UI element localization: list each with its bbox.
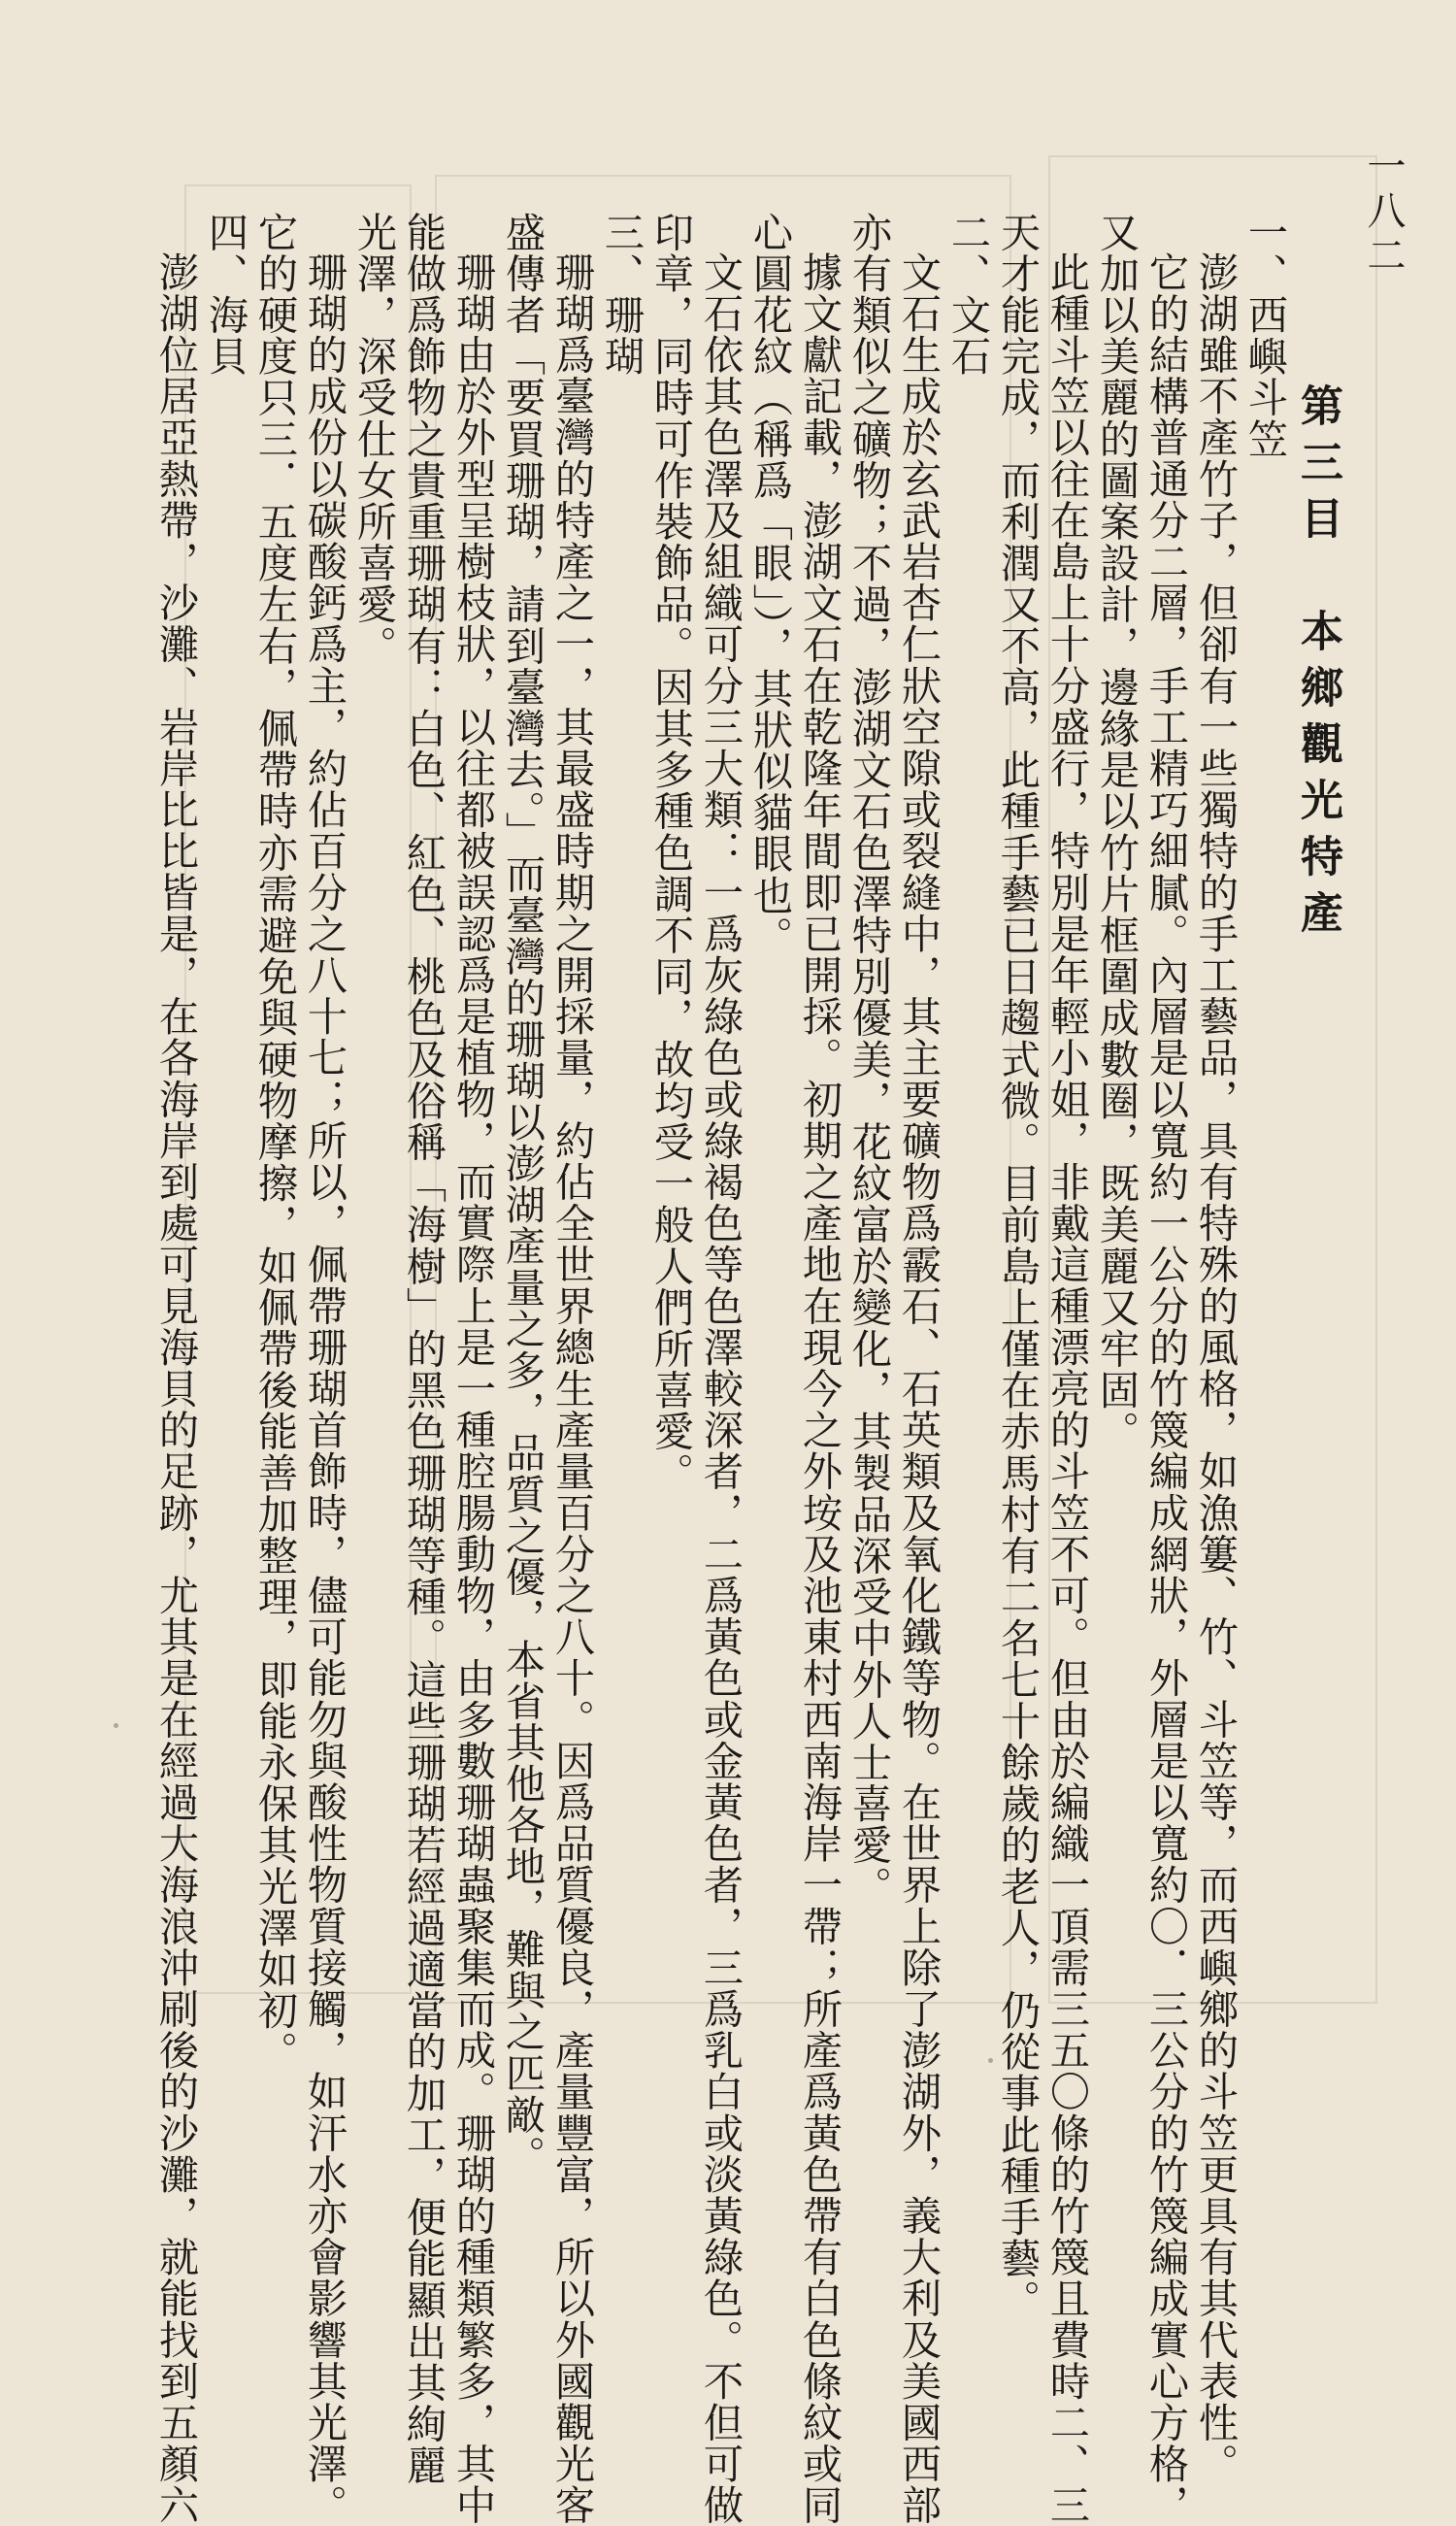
text-line: 澎湖雖不產竹子，但卻有一些獨特的手工藝品，具有特殊的風格，如漁簍、竹、斗笠等，而西嶼鄉的斗笠更具有其代表性。 [1192, 251, 1239, 2485]
text-line: 文石依其色澤及組織可分三大類：一爲灰綠色或綠褐色等色澤較深者，二爲黃色或金黃色者，三爲乳白或淡黃綠色。不但可做 [697, 251, 744, 2526]
paper-speck [988, 2058, 993, 2063]
section-title: 二、文石 [944, 212, 991, 378]
text-line: 光澤，深受仕女所喜愛。 [350, 212, 397, 667]
text-line: 天才能完成，而利潤又不高，此種手藝已日趨式微。目前島上僅在赤馬村有二名七十餘歲的老人，仍從事此種手藝。 [994, 212, 1041, 2321]
page-number: 一八二 [1361, 146, 1406, 280]
text-line: 能做爲飾物之貴重珊瑚有：白色、紅色、桃色及俗稱「海樹」的黑色珊瑚等種。這些珊瑚若經過適當的加工，便能顯出其絢麗 [400, 212, 447, 2486]
section-title: 一、西嶼斗笠 [1241, 212, 1288, 460]
text-line: 文石生成於玄武岩杏仁狀空隙或裂縫中，其主要礦物爲霰石、石英類及氧化鐵等物。在世界上除了澎湖外，義大利及美國西部 [895, 251, 942, 2526]
text-line: 盛傳者「要買珊瑚，請到臺灣去。」而臺灣的珊瑚以澎湖產量之多，品質之優，本省其他各地，難與之匹敵。 [499, 212, 546, 2177]
paper-speck [114, 1723, 118, 1728]
text-line: 心圓花紋（稱爲「眼」），其狀似貓眼也。 [746, 212, 793, 958]
text-line: 又加以美麗的圖案設計，邊緣是以竹片框圍成數圈，既美麗又牢固。 [1093, 212, 1140, 1452]
text-line: 據文獻記載，澎湖文石在乾隆年間即已開採。初期之產地在現今之外垵及池東村西南海岸一帶；所產爲黃色帶有白色條紋或同 [796, 251, 843, 2526]
section-title: 四、海貝 [202, 212, 248, 378]
text-line: 印章，同時可作裝飾品。因其多種色調不同，故均受一般人們所喜愛。 [647, 212, 694, 1494]
vertical-text-body [152, 212, 1289, 2526]
chapter-heading: 第三目 本鄉觀光特產 [1293, 383, 1342, 947]
text-line: 珊瑚由於外型呈樹枝狀，以往都被誤認爲是植物，而實際上是一種腔腸動物，由多數珊瑚蟲聚集而成。珊瑚的種類繁多，其中 [449, 251, 496, 2526]
text-line: 珊瑚的成份以碳酸鈣爲主，約佔百分之八十七；所以，佩帶珊瑚首飾時，儘可能勿與酸性物質接觸，如汗水亦會影響其光澤。 [301, 251, 347, 2526]
text-line: 此種斗笠以往在島上十分盛行，特別是年輕小姐，非戴這種漂亮的斗笠不可。但由於編織一頂需三五〇條的竹篾且費時二、三 [1043, 251, 1090, 2526]
text-line: 亦有類似之礦物；不過，澎湖文石色澤特別優美，花紋富於變化，其製品深受中外人士喜愛。 [845, 212, 892, 1908]
section-title: 三、珊瑚 [598, 212, 645, 378]
text-line: 澎湖位居亞熱帶，沙灘、岩岸比比皆是，在各海岸到處可見海貝的足跡，尤其是在經過大海浪沖刷後的沙灘，就能找到五顏六 [152, 251, 199, 2526]
text-line: 它的結構普通分二層，手工精巧細膩。內層是以寬約一公分的竹篾編成網狀，外層是以寬約〇．三公分的竹篾編成實心方格， [1142, 251, 1189, 2526]
text-line: 珊瑚爲臺灣的特產之一，其最盛時期之開採量，約佔全世界總生產量百分之八十。因爲品質優良，產量豐富，所以外國觀光客 [548, 251, 595, 2526]
text-line: 它的硬度只三．五度左右，佩帶時亦需避免與硬物摩擦，如佩帶後能善加整理，即能永保其光澤如初。 [251, 212, 298, 2073]
